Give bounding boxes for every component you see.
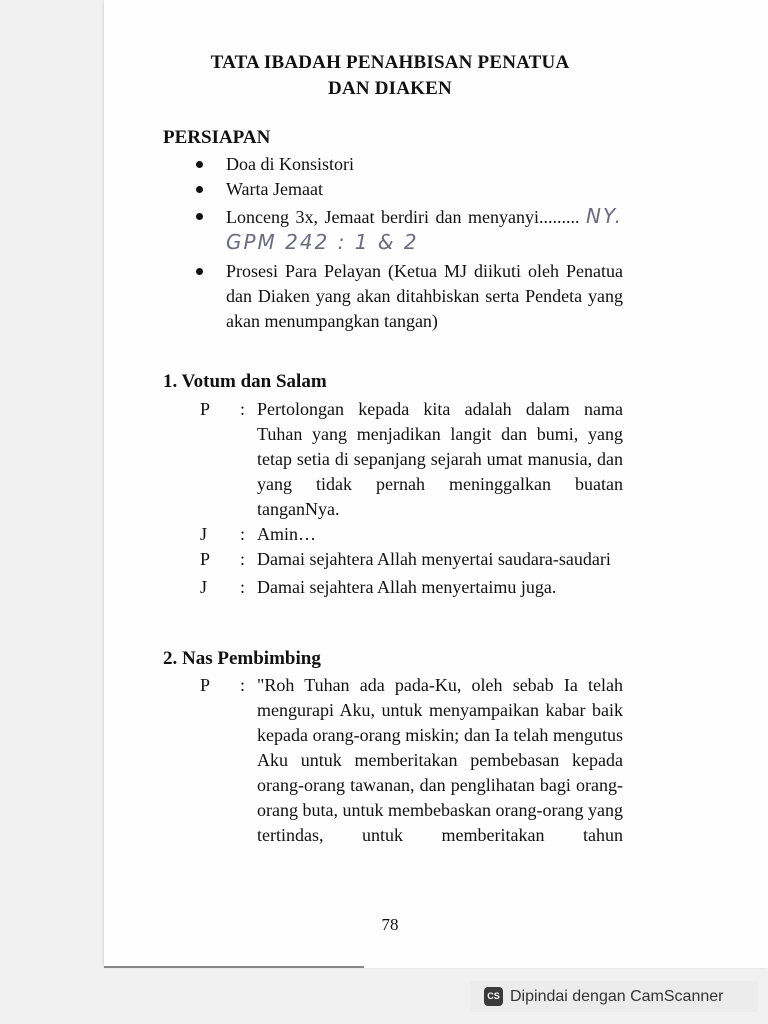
- liturgy-text: Amin…: [257, 524, 317, 544]
- list-item: Lonceng 3x, Jemaat berdiri dan menyanyi......... NY. GPM 242 : 1 & 2: [163, 204, 623, 256]
- section-1-liturgy: [163, 397, 623, 600]
- speaker-label: P: [200, 549, 211, 569]
- title-line-1: TATA IBADAH PENAHBISAN PENATUA: [210, 52, 570, 73]
- section-1-heading: 1. Votum dan Salam: [163, 371, 327, 392]
- list-item: Warta Jemaat: [163, 177, 623, 202]
- speaker-label: J: [200, 524, 208, 544]
- liturgy-line: J : Damai sejahtera Allah menyertaimu juga.: [163, 575, 623, 600]
- list-item-text: Lonceng 3x, Jemaat berdiri dan menyanyi: [226, 207, 540, 227]
- bullet-icon: [196, 161, 203, 168]
- liturgy-line: P : Damai sejahtera Allah menyertai saudara-saudari: [163, 547, 623, 572]
- persiapan-list: [163, 152, 623, 334]
- liturgy-line: J : Amin…: [163, 522, 623, 547]
- bullet-icon: [196, 186, 203, 193]
- list-item-text: Prosesi Para Pelayan (Ketua MJ diikuti oleh Penatua dan Diaken yang akan ditahbiskan serta Pendeta yang akan menumpangkan tangan): [226, 261, 623, 331]
- handwritten-note: NY. GPM 242 : 1 & 2: [226, 204, 624, 254]
- speaker-label: J: [200, 577, 208, 597]
- list-item: [163, 259, 623, 334]
- liturgy-text: Pertolongan kepada kita adalah dalam nama Tuhan yang menjadikan langit dan bumi, yang tetap setia di sepanjang sejarah umat manusia, dan yang tidak pernah meninggalkan buatan tanganNya.: [257, 399, 623, 519]
- title-line-2: DAN DIAKEN: [328, 78, 452, 99]
- liturgy-line: P : Pertolongan kepada kita adalah dalam nama Tuhan yang menjadikan langit dan bumi, yang tetap setia di sepanjang sejarah umat manusia, dan yang tidak pernah meninggalkan buatan tanganNya.: [163, 397, 623, 522]
- watermark-text: Dipindai dengan CamScanner: [510, 987, 724, 1005]
- camscanner-watermark: [470, 981, 758, 1012]
- liturgy-line: P : "Roh Tuhan ada pada-Ku, oleh sebab Ia telah mengurapi Aku, untuk menyampaikan kabar baik kepada orang-orang miskin; dan Ia telah mengutus Aku untuk memberitakan pembebasan kepada orang-orang tawanan, dan penglihatan bagi orang-orang buta, untuk membebaskan orang-orang yang tertindas, untuk memberitakan tahun: [163, 673, 623, 848]
- document-title: [170, 50, 610, 102]
- liturgy-text: "Roh Tuhan ada pada-Ku, oleh sebab Ia telah mengurapi Aku, untuk menyampaikan kabar baik kepada orang-orang miskin; dan Ia telah mengutus Aku untuk memberitakan pembebasan kepada orang-orang tawanan, dan penglihatan bagi orang-orang buta, untuk membebaskan orang-orang yang tertindas, untuk memberitakan tahun: [257, 675, 623, 845]
- section-2-heading: 2. Nas Pembimbing: [163, 648, 321, 669]
- persiapan-heading: PERSIAPAN: [163, 127, 271, 148]
- speaker-label: P: [200, 675, 211, 695]
- liturgy-text: Damai sejahtera Allah menyertaimu juga.: [257, 577, 557, 597]
- liturgy-text: Damai sejahtera Allah menyertai saudara-saudari: [257, 549, 611, 569]
- speaker-label: P: [200, 399, 211, 419]
- page-number: 78: [381, 915, 399, 934]
- list-item: Doa di Konsistori: [163, 152, 623, 177]
- bullet-icon: [196, 213, 203, 220]
- bullet-icon: [196, 268, 203, 275]
- section-2-liturgy: [163, 673, 623, 848]
- camscanner-icon: CS: [484, 987, 503, 1006]
- page-edge-shadow: [104, 966, 364, 968]
